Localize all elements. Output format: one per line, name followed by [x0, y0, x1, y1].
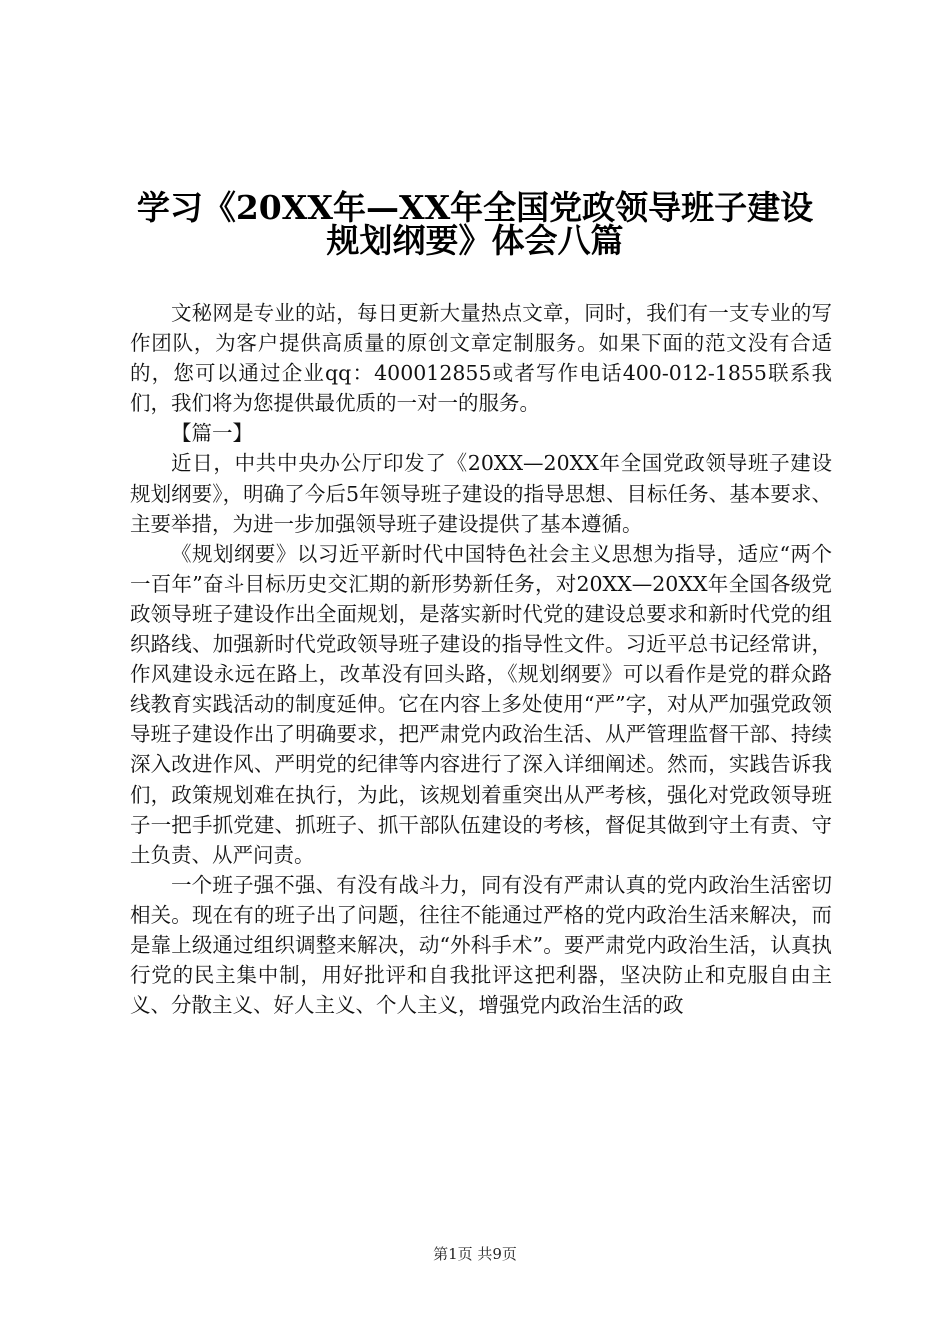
document-body [130, 298, 832, 1020]
body-paragraph: 《规划纲要》以习近平新时代中国特色社会主义思想为指导，适应“两个一百年”奋斗目标历史交汇期的新形势新任务，对20XX—20XX年全国各级党政领导班子建设作出全面规划，是落实新时代党的建设总要求和新时代党的组织路线、加强新时代党政领导班子建设的指导性文件。习近平总书记经常讲，作风建设永远在路上，改革没有回头路，《规划纲要》可以看作是党的群众路线教育实践活动的制度延伸。它在内容上多处使用“严”字，对从严加强党政领导班子建设作出了明确要求，把严肃党内政治生活、从严管理监督干部、持续深入改进作风、严明党的纪律等内容进行了深入详细阐述。然而，实践告诉我们，政策规划难在执行，为此，该规划着重突出从严考核，强化对党政领导班子一把手抓党建、抓班子、抓干部队伍建设的考核，督促其做到守土有责、守土负责、从严问责。 [130, 541, 832, 867]
page-number-footer: 第1页 共9页 [433, 1245, 517, 1263]
body-paragraph: 一个班子强不强、有没有战斗力，同有没有严肃认真的党内政治生活密切相关。现在有的班子出了问题，往往不能通过严格的党内政治生活来解决，而是靠上级通过组织调整来解决，动“外科手术”。要严肃党内政治生活，认真执行党的民主集中制，用好批评和自我批评这把利器，坚决防止和克服自由主义、分散主义、好人主义、个人主义，增强党内政治生活的政 [130, 872, 832, 1018]
section-heading: 【篇一】 [171, 421, 253, 446]
intro-paragraph: 文秘网是专业的站，每日更新大量热点文章，同时，我们有一支专业的写作团队，为客户提供高质量的原创文章定制服务。如果下面的范文没有合适的，您可以通过企业qq：400012855或者写作电话400-012-1855联系我们，我们将为您提供最优质的一对一的服务。 [130, 301, 832, 416]
document-title-line-1: 学习《20XX年—XX年全国党政领导班子建设 [136, 188, 814, 227]
body-paragraph: 近日，中共中央办公厅印发了《20XX—20XX年全国党政领导班子建设规划纲要》，明确了今后5年领导班子建设的指导思想、目标任务、基本要求、主要举措，为进一步加强领导班子建设提供了基本遵循。 [130, 451, 832, 536]
document-title-line-2: 规划纲要》体会八篇 [326, 221, 624, 260]
